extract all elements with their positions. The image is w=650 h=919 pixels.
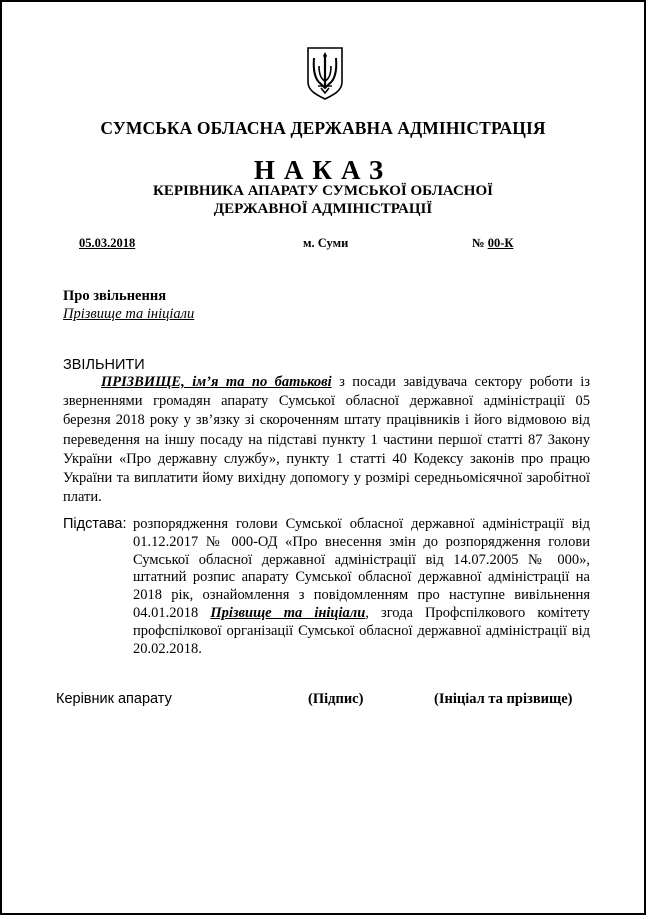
order-body-text: з посади завідувача сектору роботи із зверненнями громадян апарату Сумської обласної державної адміністрації 05 березня 2018 року у зв’язку зі скороченням штату працівників і його відмовою від переведення на іншу посаду на підставі пункту 1 частини першої статті 87 Закону України «Про державну службу», пункту 1 статті 40 Кодексу законів про працю України та виплатити йому вихідну допомогу у розмірі середньомісячної заробітної плати. — [63, 374, 591, 506]
subject-title: Про звільнення — [63, 288, 167, 304]
signature-placeholder: (Підпис) — [308, 691, 364, 707]
document-subtitle-line2: ДЕРЖАВНОЇ АДМІНІСТРАЦІЇ — [213, 201, 433, 217]
basis-label: Підстава: — [63, 516, 127, 532]
order-number — [472, 236, 513, 251]
basis-text-before: розпорядження голови Сумської обласної державної адміністрації від 01.12.2017 № 000-ОД «Про внесення змін до розпорядження голови Сумської обласної державної адміністрації від 14.07.2005 № 000», штатний розпис апарату Сумської обласної державної адміністрації на 2018 рік, ознайомлення з повідомленням про наступне вивільнення 04.01.2018 — [133, 516, 590, 621]
order-body — [63, 373, 590, 507]
basis-person-name: Прізвище та ініціали — [210, 604, 366, 621]
order-date: 05.03.2018 — [79, 236, 136, 250]
document-type-title: НАКАЗ — [253, 155, 393, 185]
order-person-name: ПРІЗВИЩЕ, ім’я та по батькові — [101, 374, 332, 390]
subject-person-name: Прізвище та ініціали — [63, 306, 195, 322]
order-place: м. Суми — [303, 236, 349, 250]
basis-text — [133, 516, 590, 658]
document-subtitle-line1: КЕРІВНИКА АПАРАТУ СУМСЬКОЇ ОБЛАСНОЇ — [153, 183, 493, 199]
organization-title: СУМСЬКА ОБЛАСНА ДЕРЖАВНА АДМІНІСТРАЦІЯ — [100, 118, 546, 138]
signer-role: Керівник апарату — [56, 691, 172, 707]
order-verb: ЗВІЛЬНИТИ — [63, 357, 145, 373]
coat-of-arms-icon — [305, 46, 345, 100]
signer-name-placeholder: (Ініціал та прізвище) — [434, 691, 573, 707]
order-number-prefix: № — [472, 236, 488, 250]
basis-text-after: , згода Профспілкового комітету профспілкової організації Сумської обласної державної адміністрації від 20.02.2018. — [133, 604, 590, 657]
order-number-value: 00-К — [487, 236, 514, 250]
